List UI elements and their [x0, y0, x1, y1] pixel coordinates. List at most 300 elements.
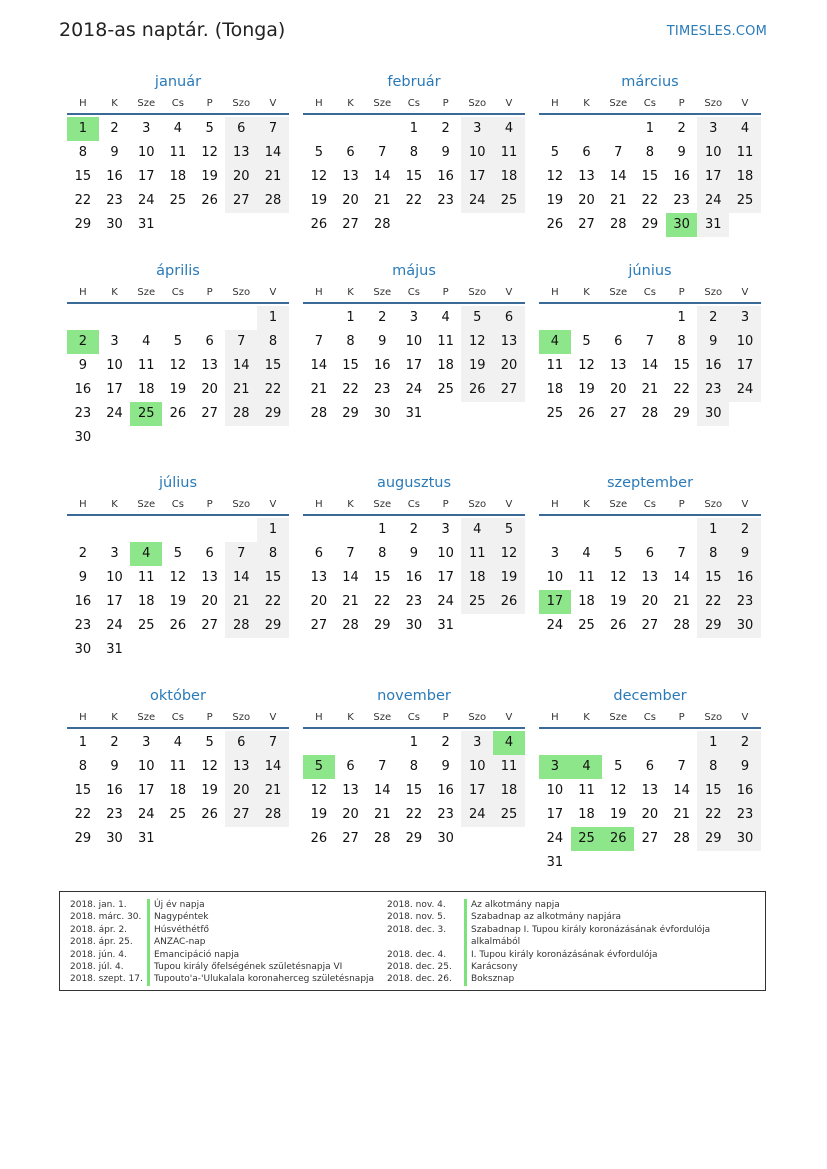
day-cell: 23	[729, 590, 761, 614]
day-cell: 19	[169, 382, 187, 397]
day-cell: 8	[78, 759, 87, 774]
day-cell: 17	[437, 570, 454, 585]
weekday-label: Szo	[704, 98, 723, 109]
day-cell: 20	[225, 165, 257, 189]
day-cell: 18	[578, 807, 595, 822]
day-cell: 11	[493, 755, 525, 779]
day-cell: 14	[609, 169, 627, 184]
day-cell: 10	[106, 358, 123, 373]
day-cell: 6	[614, 334, 623, 349]
weekday-label: Cs	[171, 98, 184, 109]
weekday-label: Sze	[373, 98, 392, 109]
day-cell: 25	[578, 618, 595, 633]
day-cell: 11	[137, 570, 155, 585]
month-name: december	[613, 688, 687, 704]
day-cell: 12	[609, 570, 627, 585]
day-cell: 22	[342, 382, 359, 397]
day-cell: 28	[225, 402, 257, 426]
day-cell: 5	[205, 735, 214, 750]
day-cell: 17	[461, 779, 493, 803]
day-cell: 30	[106, 831, 123, 846]
legend-row	[70, 924, 380, 936]
day-cell: 12	[310, 169, 328, 184]
day-cell: 29	[342, 406, 359, 421]
day-cell: 7	[225, 542, 257, 566]
weekday-label: P	[442, 712, 449, 723]
day-cell: 29	[74, 831, 92, 846]
weekday-label: Cs	[171, 499, 184, 510]
day-cell: 8	[697, 542, 729, 566]
weekday-label: Sze	[609, 712, 628, 723]
weekday-label: Szo	[468, 98, 487, 109]
day-cell: 28	[373, 831, 391, 846]
empty-cell	[162, 306, 194, 330]
legend-marker	[147, 936, 150, 948]
day-cell: 5	[173, 546, 183, 561]
month-name: március	[621, 74, 679, 90]
day-cell: 22	[697, 590, 729, 614]
weekday-label: V	[741, 712, 749, 723]
empty-cell	[634, 306, 666, 330]
weekday-label: H	[551, 712, 559, 723]
weekday-label: V	[269, 98, 277, 109]
day-cell: 30	[729, 827, 761, 851]
day-cell: 13	[225, 141, 257, 165]
empty-cell	[571, 731, 603, 755]
legend-marker	[147, 924, 150, 936]
weekday-label: Sze	[609, 98, 628, 109]
month-name: január	[154, 74, 202, 90]
day-cell: 14	[257, 141, 289, 165]
day-cell: 14	[373, 783, 391, 798]
legend-marker	[464, 973, 467, 985]
weekday-label: Szo	[468, 287, 487, 298]
day-cell: 17	[106, 382, 123, 397]
day-cell: 31	[437, 618, 454, 633]
empty-cell	[602, 731, 634, 755]
month-name: február	[387, 74, 441, 90]
day-cell: 20	[641, 807, 659, 822]
empty-cell	[539, 117, 571, 141]
day-cell: 16	[437, 783, 454, 798]
day-cell: 16	[729, 566, 761, 590]
weekday-label: V	[741, 287, 749, 298]
legend-row	[70, 911, 380, 923]
weekday-label: V	[505, 499, 513, 510]
month-9	[67, 685, 289, 851]
legend-date: 2018. dec. 4.	[387, 949, 447, 960]
month-name: június	[628, 263, 672, 279]
empty-cell	[366, 117, 398, 141]
day-cell: 13	[641, 783, 659, 798]
day-cell: 2	[78, 546, 87, 561]
weekday-label: K	[583, 98, 590, 109]
day-cell: 13	[609, 358, 627, 373]
day-cell: 23	[405, 594, 423, 609]
day-cell: 28	[225, 614, 257, 638]
month-2	[539, 71, 761, 237]
legend-marker	[147, 911, 150, 923]
day-cell: 5	[493, 518, 525, 542]
day-cell: 15	[641, 169, 659, 184]
weekday-label: H	[315, 98, 323, 109]
day-cell: 27	[342, 831, 359, 846]
day-cell: 2	[729, 731, 761, 755]
day-cell: 25	[169, 193, 187, 208]
weekday-label: Cs	[643, 98, 656, 109]
day-cell: 21	[342, 594, 359, 609]
legend-marker	[464, 961, 467, 973]
empty-cell	[335, 731, 367, 755]
day-cell: 22	[405, 193, 423, 208]
day-cell: 2	[110, 735, 119, 750]
day-cell: 24	[461, 189, 493, 213]
day-cell: 9	[409, 546, 419, 561]
day-cell: 10	[106, 570, 123, 585]
day-cell: 27	[342, 217, 359, 232]
weekday-label: Cs	[643, 499, 656, 510]
weekday-label: Szo	[468, 499, 487, 510]
month-11	[539, 685, 761, 875]
day-cell: 25	[493, 189, 525, 213]
day-cell: 23	[697, 378, 729, 402]
weekday-label: H	[551, 98, 559, 109]
day-cell: 3	[550, 546, 559, 561]
day-cell: 19	[201, 783, 218, 798]
day-cell: 29	[74, 217, 92, 232]
legend-holiday-name: Az alkotmány napja	[471, 900, 560, 910]
day-cell: 24	[729, 378, 761, 402]
day-cell: 7	[346, 546, 355, 561]
day-cell: 1	[378, 522, 387, 537]
weekday-label: P	[442, 287, 449, 298]
day-cell: 18	[137, 382, 155, 397]
weekday-label: Sze	[609, 287, 628, 298]
day-cell: 30	[729, 614, 761, 638]
day-cell: 17	[697, 165, 729, 189]
day-cell: 23	[437, 193, 454, 208]
month-name: július	[158, 475, 198, 491]
day-cell: 10	[461, 141, 493, 165]
empty-cell	[539, 518, 571, 542]
empty-cell	[634, 731, 666, 755]
day-cell: 16	[437, 169, 454, 184]
day-cell: 10	[137, 145, 155, 160]
legend-holiday-name: Tupouto'a-'Ulukalala koronaherceg születésnapja	[154, 974, 375, 985]
legend-holiday-name: Szabadnap I. Tupou király koronázásának évfordulója alkalmából	[471, 924, 711, 948]
day-cell: 20	[493, 354, 525, 378]
empty-cell	[634, 518, 666, 542]
day-cell: 6	[582, 145, 591, 160]
day-grid	[539, 306, 761, 426]
day-cell: 10	[461, 755, 493, 779]
legend-holiday-name: Új év napja	[154, 900, 205, 910]
day-cell: 2	[110, 121, 119, 136]
day-cell: 8	[409, 145, 419, 160]
day-cell: 19	[461, 354, 493, 378]
day-cell: 13	[225, 755, 257, 779]
day-cell: 1	[257, 306, 289, 330]
month-name: augusztus	[376, 475, 452, 491]
legend-date: 2018. júl. 4.	[70, 962, 124, 973]
day-cell: 20	[342, 193, 359, 208]
empty-cell	[303, 731, 335, 755]
legend-date: 2018. szept. 17.	[70, 974, 143, 985]
weekday-label: V	[505, 712, 513, 723]
day-cell: 12	[169, 570, 187, 585]
weekday-label: Sze	[137, 98, 156, 109]
day-cell: 6	[493, 306, 525, 330]
day-cell: 15	[405, 169, 423, 184]
day-cell: 18	[437, 358, 454, 373]
day-cell: 3	[409, 310, 419, 325]
weekday-label: P	[206, 499, 213, 510]
day-cell: 23	[74, 618, 92, 633]
weekday-label: V	[269, 499, 277, 510]
brand-link[interactable]: TIMESLES.COM	[666, 24, 767, 39]
day-cell: 15	[257, 354, 289, 378]
day-cell: 4	[729, 117, 761, 141]
day-cell: 8	[78, 145, 87, 160]
legend-marker	[147, 973, 150, 985]
day-cell: 24	[137, 807, 155, 822]
day-cell: 19	[310, 807, 328, 822]
holiday-day-cell: 25	[571, 827, 603, 851]
empty-cell	[194, 306, 226, 330]
day-cell: 22	[74, 193, 92, 208]
day-cell: 3	[461, 731, 493, 755]
legend-date: 2018. dec. 26.	[387, 974, 452, 985]
day-cell: 31	[697, 213, 729, 237]
legend-row	[70, 949, 380, 961]
day-cell: 1	[697, 731, 729, 755]
day-cell: 21	[373, 193, 391, 208]
day-cell: 31	[546, 855, 564, 870]
day-cell: 7	[378, 759, 387, 774]
day-cell: 6	[205, 546, 214, 561]
legend-marker	[147, 899, 150, 911]
empty-cell	[303, 518, 335, 542]
legend-holiday-name: Húsvéthétfő	[154, 924, 209, 935]
weekday-label: H	[551, 287, 559, 298]
day-cell: 2	[441, 121, 450, 136]
weekday-label: P	[678, 287, 685, 298]
day-cell: 22	[74, 807, 92, 822]
weekday-label: Sze	[609, 499, 628, 510]
weekday-label: K	[111, 712, 118, 723]
day-cell: 26	[609, 618, 627, 633]
weekday-label: Szo	[232, 98, 251, 109]
day-cell: 23	[106, 193, 123, 208]
weekday-label: K	[111, 499, 118, 510]
day-cell: 25	[493, 803, 525, 827]
day-cell: 28	[673, 618, 690, 633]
weekday-label: Szo	[232, 287, 251, 298]
empty-cell	[67, 518, 99, 542]
day-cell: 30	[74, 642, 92, 657]
day-cell: 24	[405, 382, 423, 397]
empty-cell	[602, 518, 634, 542]
day-cell: 8	[378, 546, 387, 561]
empty-cell	[99, 518, 131, 542]
month-10	[303, 685, 525, 851]
day-cell: 11	[437, 334, 454, 349]
day-cell: 26	[169, 406, 187, 421]
day-cell: 15	[673, 358, 690, 373]
weekday-label: Szo	[232, 712, 251, 723]
day-cell: 16	[74, 382, 92, 397]
day-cell: 2	[378, 310, 387, 325]
day-cell: 8	[645, 145, 655, 160]
weekday-header	[67, 496, 289, 516]
day-cell: 7	[257, 117, 289, 141]
day-cell: 1	[257, 518, 289, 542]
weekday-label: V	[269, 287, 277, 298]
day-grid	[303, 117, 525, 237]
day-cell: 14	[310, 358, 328, 373]
day-cell: 4	[173, 121, 183, 136]
day-cell: 29	[257, 402, 289, 426]
empty-cell	[666, 518, 698, 542]
day-cell: 27	[201, 618, 218, 633]
day-cell: 13	[201, 570, 218, 585]
day-cell: 16	[673, 169, 690, 184]
day-cell: 28	[373, 217, 391, 232]
day-cell: 10	[405, 334, 423, 349]
day-cell: 3	[142, 735, 151, 750]
day-cell: 7	[677, 759, 686, 774]
day-cell: 23	[437, 807, 454, 822]
day-cell: 30	[697, 402, 729, 426]
day-cell: 16	[106, 169, 123, 184]
day-cell: 7	[677, 546, 686, 561]
day-cell: 4	[173, 735, 183, 750]
weekday-label: K	[347, 499, 354, 510]
day-cell: 14	[225, 354, 257, 378]
day-cell: 5	[461, 306, 493, 330]
empty-cell	[571, 306, 603, 330]
day-cell: 9	[110, 145, 119, 160]
day-cell: 13	[201, 358, 218, 373]
day-cell: 12	[546, 169, 564, 184]
day-cell: 24	[546, 618, 564, 633]
day-cell: 23	[373, 382, 391, 397]
day-cell: 28	[257, 803, 289, 827]
legend-row	[387, 961, 717, 973]
legend-holiday-name: Nagypéntek	[154, 912, 209, 923]
weekday-header	[303, 95, 525, 115]
weekday-label: P	[442, 499, 449, 510]
holiday-day-cell: 2	[67, 330, 99, 354]
weekday-label: V	[741, 98, 749, 109]
day-cell: 10	[137, 759, 155, 774]
legend-marker	[147, 961, 150, 973]
day-cell: 22	[257, 590, 289, 614]
day-cell: 15	[74, 169, 92, 184]
weekday-label: Szo	[704, 712, 723, 723]
day-cell: 20	[641, 594, 659, 609]
weekday-label: K	[347, 287, 354, 298]
month-3	[67, 260, 289, 450]
day-grid	[67, 518, 289, 662]
day-cell: 9	[78, 570, 87, 585]
legend-row	[387, 899, 717, 911]
day-cell: 24	[106, 618, 123, 633]
day-cell: 4	[441, 310, 450, 325]
weekday-label: Szo	[704, 287, 723, 298]
holiday-day-cell: 5	[303, 755, 335, 779]
day-cell: 25	[169, 807, 187, 822]
day-cell: 30	[74, 430, 92, 445]
day-cell: 4	[493, 117, 525, 141]
day-cell: 9	[697, 330, 729, 354]
day-cell: 8	[677, 334, 686, 349]
day-cell: 21	[310, 382, 328, 397]
day-grid	[303, 518, 525, 638]
day-cell: 8	[697, 755, 729, 779]
weekday-header	[303, 284, 525, 304]
day-cell: 2	[441, 735, 450, 750]
day-cell: 18	[169, 783, 187, 798]
day-cell: 15	[697, 566, 729, 590]
month-8	[539, 472, 761, 638]
day-cell: 19	[493, 566, 525, 590]
day-cell: 13	[342, 169, 359, 184]
legend-row	[70, 936, 380, 948]
day-cell: 14	[673, 570, 690, 585]
day-cell: 7	[314, 334, 323, 349]
weekday-label: K	[111, 287, 118, 298]
weekday-label: V	[741, 499, 749, 510]
day-cell: 3	[110, 334, 119, 349]
day-cell: 16	[697, 354, 729, 378]
day-cell: 4	[582, 546, 591, 561]
day-cell: 18	[729, 165, 761, 189]
weekday-label: H	[551, 499, 559, 510]
weekday-label: Cs	[643, 287, 656, 298]
empty-cell	[666, 731, 698, 755]
day-cell: 28	[673, 831, 690, 846]
day-cell: 17	[137, 783, 155, 798]
day-cell: 8	[346, 334, 355, 349]
legend-marker	[464, 911, 467, 923]
month-5	[539, 260, 761, 426]
day-cell: 26	[201, 807, 218, 822]
day-cell: 26	[201, 193, 218, 208]
legend-holiday-name: ANZAC-nap	[154, 937, 206, 948]
day-cell: 17	[137, 169, 155, 184]
day-cell: 2	[677, 121, 686, 136]
month-0	[67, 71, 289, 237]
weekday-label: Cs	[171, 712, 184, 723]
day-cell: 17	[461, 165, 493, 189]
day-cell: 5	[550, 145, 559, 160]
day-cell: 19	[169, 594, 187, 609]
day-cell: 21	[609, 193, 627, 208]
legend-holiday-name: Karácsony	[471, 962, 518, 973]
legend-date: 2018. jan. 1.	[70, 900, 127, 910]
day-cell: 30	[437, 831, 454, 846]
empty-cell	[303, 117, 335, 141]
legend-row	[387, 924, 717, 949]
legend-holiday-name: Tupou király őfelségének születésnapja VI	[154, 962, 343, 973]
day-cell: 23	[729, 803, 761, 827]
empty-cell	[130, 306, 162, 330]
empty-cell	[225, 306, 257, 330]
legend-date: 2018. ápr. 25.	[70, 937, 133, 948]
day-cell: 27	[493, 378, 525, 402]
day-cell: 15	[257, 566, 289, 590]
